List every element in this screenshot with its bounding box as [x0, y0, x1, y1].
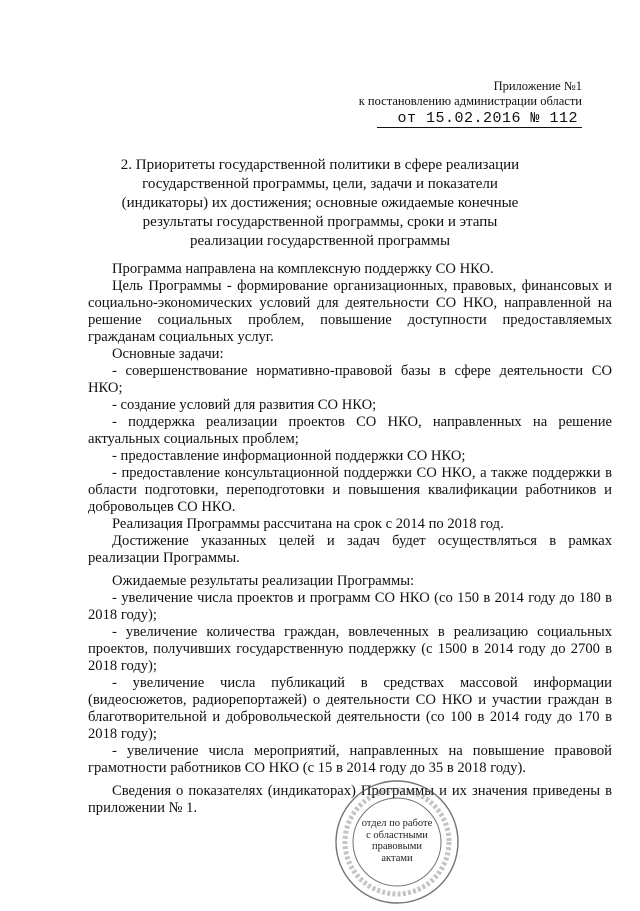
- result-item: - увеличение количества граждан, вовлеченных в реализацию социальных проектов, получивших государственную поддержку (с 1500 в 2014 году до 2700 в 2018 году);: [88, 624, 612, 674]
- paragraph-program-purpose: Программа направлена на комплексную поддержку СО НКО.: [112, 261, 494, 277]
- result-item: - увеличение числа проектов и программ СО НКО (со 150 в 2014 году до 180 в 2018 году);: [88, 590, 612, 623]
- appendix-header: [359, 79, 582, 128]
- official-seal-stamp: [333, 778, 461, 906]
- appendix-number: Приложение №1: [493, 79, 582, 93]
- title-line: (индикаторы) их достижения; основные ожидаемые конечные: [121, 195, 519, 211]
- title-line: государственной программы, цели, задачи и показатели: [142, 176, 498, 192]
- document-body: [88, 261, 612, 817]
- paragraph-program-goal: Цель Программы - формирование организационных, правовых, финансовых и социально-экономических условий для деятельности СО НКО, направленной на решение социальных проблем, повышение доступности предоставляемых гражданам социальных услуг.: [88, 278, 612, 345]
- seal-text-line: отдел по работе: [361, 818, 433, 829]
- section-title: [90, 156, 550, 251]
- task-item: - совершенствование нормативно-правовой базы в сфере деятельности СО НКО;: [88, 363, 612, 396]
- paragraph-tasks-heading: Основные задачи:: [112, 346, 224, 362]
- seal-text: [333, 818, 461, 864]
- title-line: 2. Приоритеты государственной политики в сфере реализации: [120, 157, 520, 173]
- seal-text-line: с областными: [366, 829, 428, 841]
- paragraph-results-heading: Ожидаемые результаты реализации Программы:: [112, 573, 415, 589]
- appendix-decree: к постановлению администрации области: [358, 94, 582, 108]
- seal-text-line: правовыми: [372, 841, 422, 852]
- task-item: - предоставление консультационной поддержки СО НКО, а также поддержки в области подготовки, переподготовки и повышения квалификации работников и добровольцев СО НКО.: [88, 465, 612, 515]
- seal-text-line: актами: [381, 852, 413, 864]
- task-item: - поддержка реализации проектов СО НКО, направленных на решение актуальных социальных проблем;: [88, 414, 612, 447]
- paragraph-indicators-reference: Сведения о показателях (индикаторах) Программы и их значения приведены в приложении № 1.: [88, 783, 612, 816]
- result-item: - увеличение числа публикаций в средствах массовой информации (видеосюжетов, радиорепортажей) о деятельности СО НКО и участии граждан в благотворительной и добровольческой деятельности (со 100 в 2014 году до 170 в 2018 году);: [88, 675, 612, 742]
- result-item: - увеличение числа мероприятий, направленных на повышение правовой грамотности работников СО НКО (с 15 в 2014 году до 35 в 2018 году).: [88, 743, 612, 776]
- paragraph-timeframe: Реализация Программы рассчитана на срок с 2014 по 2018 год.: [112, 516, 504, 532]
- task-item: - предоставление информационной поддержки СО НКО;: [112, 448, 466, 464]
- decree-date-stamp: от 15.02.2016 № 112: [377, 111, 582, 128]
- title-line: реализации государственной программы: [189, 233, 451, 249]
- title-line: результаты государственной программы, сроки и этапы: [142, 214, 498, 230]
- task-item: - создание условий для развития СО НКО;: [112, 397, 377, 413]
- paragraph-achievement: Достижение указанных целей и задач будет осуществляться в рамках реализации Программы.: [88, 533, 612, 566]
